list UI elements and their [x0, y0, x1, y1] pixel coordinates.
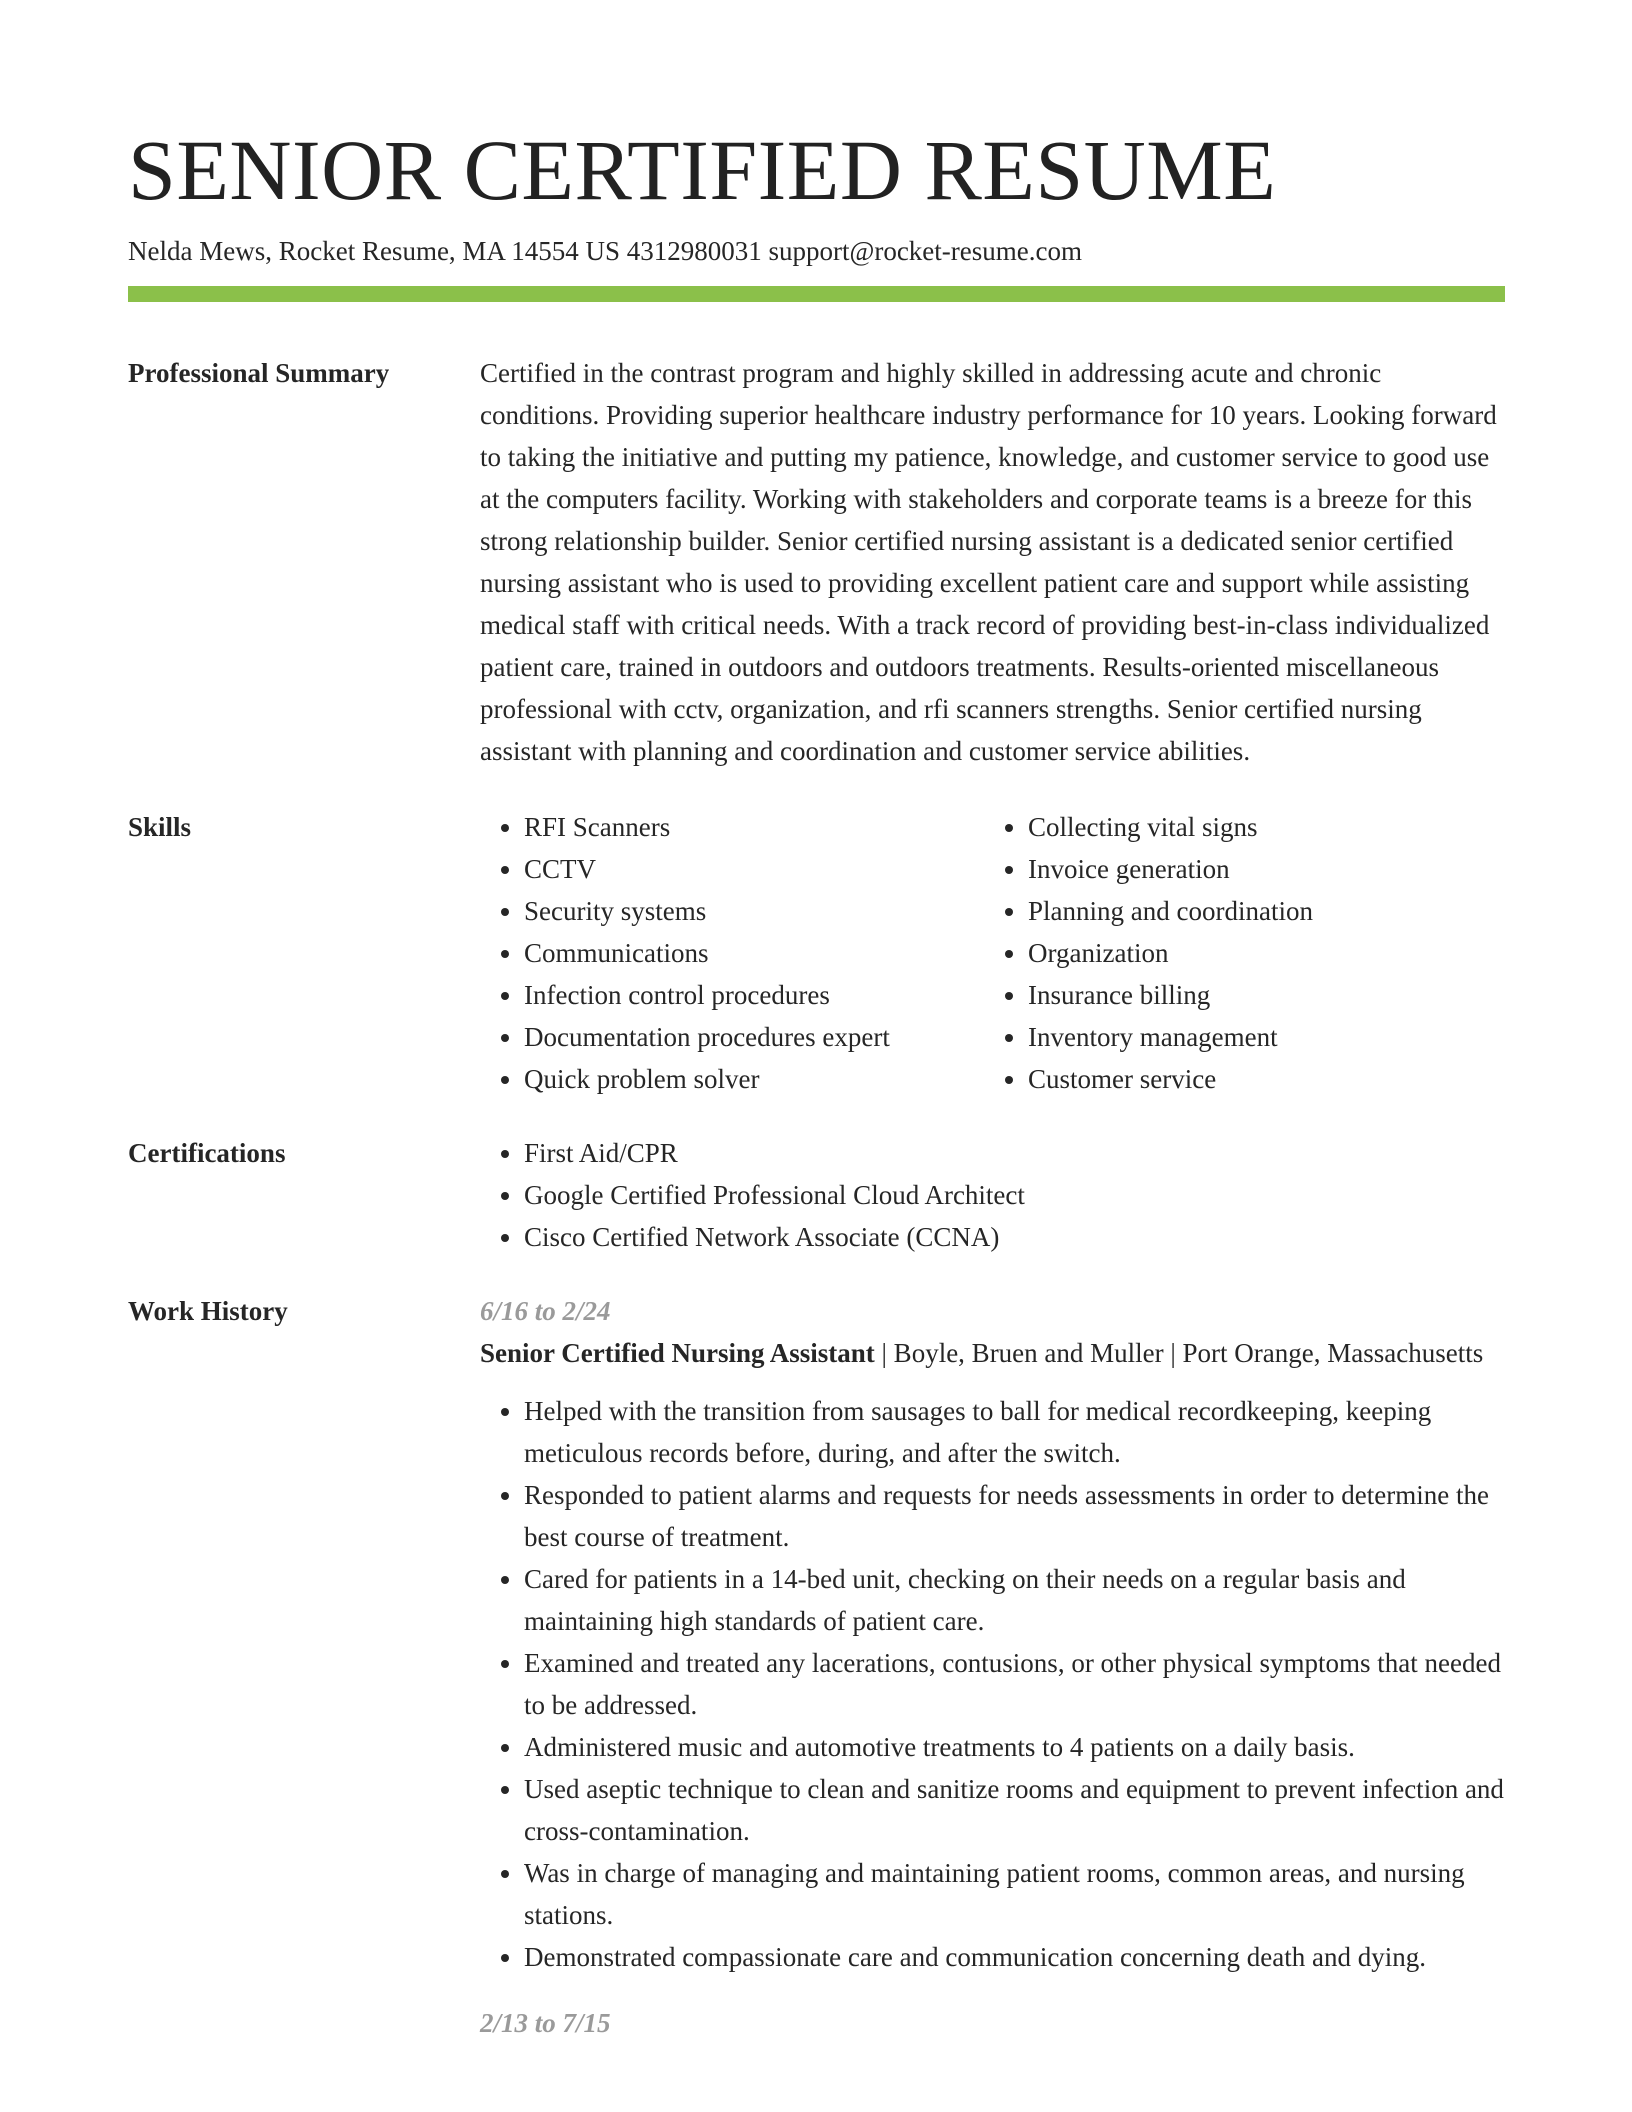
work-history-section — [128, 1290, 1505, 2044]
skill-item: • Quick problem solver — [524, 1058, 984, 1100]
summary-text: Certified in the contrast program and highly skilled in addressing acute and chronic conditions. Providing superior healthcare industry performance for 10 years. Looking forward to taking the initiative and putting my patience, knowledge, and customer service to good use at the computers facility. Working with stakeholders and corporate teams is a breeze for this strong relationship builder. Senior certified nursing assistant is a dedicated senior certified nursing assistant who is used to providing excellent patient care and support while assisting medical staff with critical needs. With a track record of providing best-in-class individualized patient care, trained in outdoors and outdoors treatments. Results-oriented miscellaneous professional with cctv, organization, and rfi scanners strengths. Senior certified nursing assistant with planning and coordination and customer service abilities. — [480, 358, 1497, 766]
skills-section — [128, 806, 1505, 1100]
resume-title: SENIOR CERTIFIED RESUME — [128, 122, 1277, 218]
skill-item: • Collecting vital signs — [1028, 806, 1488, 848]
contact-line: Nelda Mews, Rocket Resume, MA 14554 US 4312980031 support@rocket-resume.com — [128, 236, 1082, 266]
skill-item: • RFI Scanners — [524, 806, 984, 848]
certifications-section — [128, 1132, 1505, 1258]
skills-label: Skills — [128, 812, 192, 842]
skills-list-left — [480, 806, 984, 1100]
certification-item: • Cisco Certified Network Associate (CCNA) — [524, 1216, 1505, 1258]
job-bullets — [480, 1390, 1505, 1978]
job-bullet: • Cared for patients in a 14-bed unit, checking on their needs on a regular basis and maintaining high standards of patient care. — [524, 1558, 1505, 1642]
certifications-label: Certifications — [128, 1138, 286, 1168]
accent-divider — [128, 286, 1505, 302]
certification-item: • First Aid/CPR — [524, 1132, 1505, 1174]
job-bullet: • Used aseptic technique to clean and sanitize rooms and equipment to prevent infection and cross-contamination. — [524, 1768, 1505, 1852]
skill-item: • Organization — [1028, 932, 1488, 974]
certifications-body — [480, 1132, 1505, 1258]
skill-item: • CCTV — [524, 848, 984, 890]
skill-item: • Documentation procedures expert — [524, 1016, 984, 1058]
job-details: | Boyle, Bruen and Muller | Port Orange, Massachusetts — [874, 1338, 1484, 1368]
certification-item: • Google Certified Professional Cloud Architect — [524, 1174, 1505, 1216]
skill-item: • Security systems — [524, 890, 984, 932]
summary-section — [128, 352, 1505, 772]
work-history-body — [480, 1290, 1505, 2044]
work-history-label: Work History — [128, 1296, 288, 1326]
job-bullet: • Administered music and automotive treatments to 4 patients on a daily basis. — [524, 1726, 1505, 1768]
skill-item: • Invoice generation — [1028, 848, 1488, 890]
job-dates: 6/16 to 2/24 — [480, 1296, 611, 1326]
job-bullet: • Examined and treated any lacerations, contusions, or other physical symptoms that needed to be addressed. — [524, 1642, 1505, 1726]
skill-item: • Inventory management — [1028, 1016, 1488, 1058]
skills-columns — [480, 806, 1505, 1100]
job-bullet: • Demonstrated compassionate care and communication concerning death and dying. — [524, 1936, 1505, 1978]
job-bullet: • Was in charge of managing and maintaining patient rooms, common areas, and nursing stations. — [524, 1852, 1505, 1936]
summary-label: Professional Summary — [128, 358, 390, 388]
skill-item: • Insurance billing — [1028, 974, 1488, 1016]
skill-item: • Communications — [524, 932, 984, 974]
job-heading — [480, 1332, 1505, 1374]
job-dates: 2/13 to 7/15 — [480, 2008, 611, 2038]
skill-item: • Customer service — [1028, 1058, 1488, 1100]
resume-page — [128, 120, 1505, 2044]
job-title: Senior Certified Nursing Assistant — [480, 1338, 875, 1368]
job-bullet: • Responded to patient alarms and requests for needs assessments in order to determine the best course of treatment. — [524, 1474, 1505, 1558]
skills-list-right — [984, 806, 1488, 1100]
skill-item: • Infection control procedures — [524, 974, 984, 1016]
certifications-list — [480, 1132, 1505, 1258]
job-bullet: • Helped with the transition from sausages to ball for medical recordkeeping, keeping meticulous records before, during, and after the switch. — [524, 1390, 1505, 1474]
skill-item: • Planning and coordination — [1028, 890, 1488, 932]
